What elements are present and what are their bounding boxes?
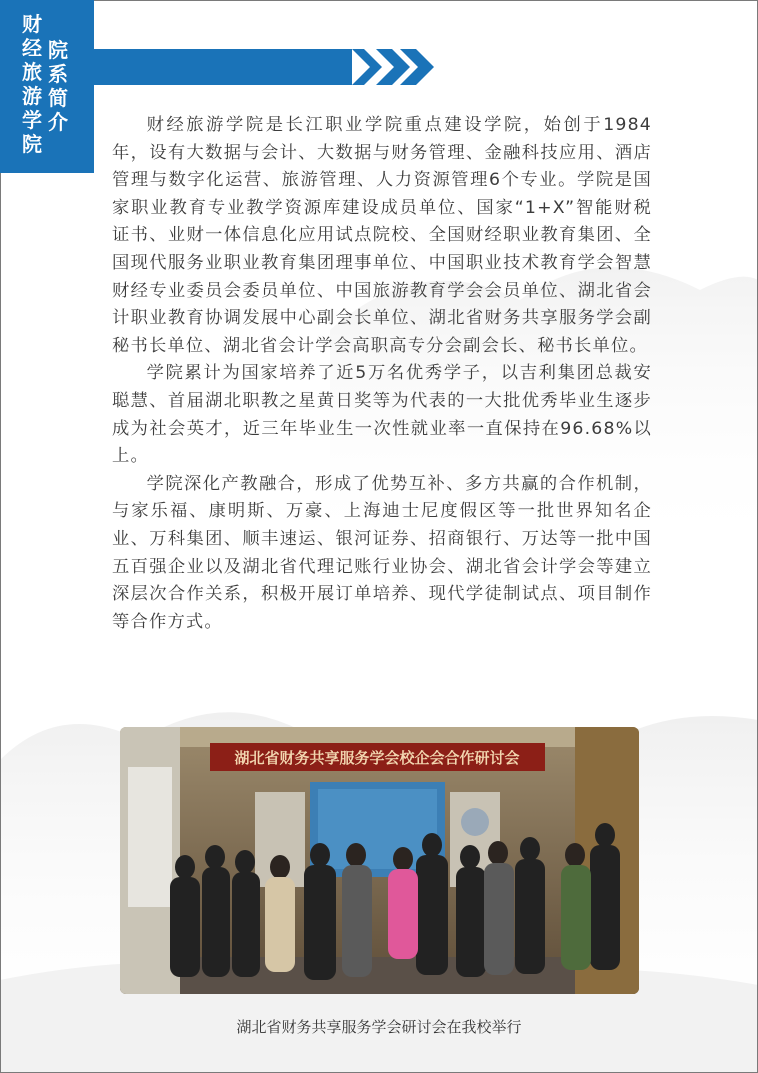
paragraph: 学院深化产教融合，形成了优势互补、多方共赢的合作机制，与家乐福、康明斯、万豪、上海迪士尼度假区等一批世界知名企业、万科集团、顺丰速运、银河证券、招商银行、万达等一批中国五百强企业以及湖北省代理记账行业协会、湖北省会计学会等建立深层次合作关系，积极开展订单培养、现代学徒制试点、项目制作等合作方式。 <box>112 473 652 632</box>
photo-caption: 湖北省财务共享服务学会研讨会在我校举行 <box>236 1018 522 1036</box>
title-char: 简 <box>48 86 68 110</box>
section-title-block <box>0 0 94 173</box>
chevron-icon <box>352 49 382 85</box>
section-title-col1 <box>20 12 44 156</box>
paragraph: 学院累计为国家培养了近5万名优秀学子，以吉利集团总裁安聪慧、首届湖北职教之星黄日奖等为代表的一大批优秀毕业生逐步成为社会英才，近三年毕业生一次性就业率一直保持在96.68%以上。 <box>112 363 652 467</box>
paragraph: 财经旅游学院是长江职业学院重点建设学院，始创于1984年，设有大数据与会计、大数据与财务管理、金融科技应用、酒店管理与数字化运营、旅游管理、人力资源管理6个专业。学院是国家职业教育专业教学资源库建设成员单位、国家“1+X”智能财税证书、业财一体信息化应用试点院校、全国财经职业教育集团、全国现代服务业职业教育集团理事单位、中国职业技术教育学会智慧财经专业委员会委员单位、中国旅游教育学会会员单位、湖北省会计职业教育协调发展中心副会长单位、湖北省财务共享服务学会副秘书长单位、湖北省会计学会高职高专分会副会长、秘书长单位。 <box>112 115 652 356</box>
title-char: 财 <box>22 12 42 36</box>
title-char: 游 <box>22 84 42 108</box>
banner-text: 湖北省财务共享服务学会校企会合作研讨会 <box>234 749 520 767</box>
header-ribbon <box>94 46 434 88</box>
title-char: 系 <box>48 62 68 86</box>
title-char: 学 <box>22 108 42 132</box>
title-char: 介 <box>48 110 68 134</box>
intro-body <box>112 112 652 636</box>
title-char: 旅 <box>22 60 42 84</box>
title-char: 院 <box>22 132 42 156</box>
event-photo <box>120 727 639 994</box>
title-char: 经 <box>22 36 42 60</box>
section-title-col2 <box>46 38 70 134</box>
title-char: 院 <box>48 38 68 62</box>
